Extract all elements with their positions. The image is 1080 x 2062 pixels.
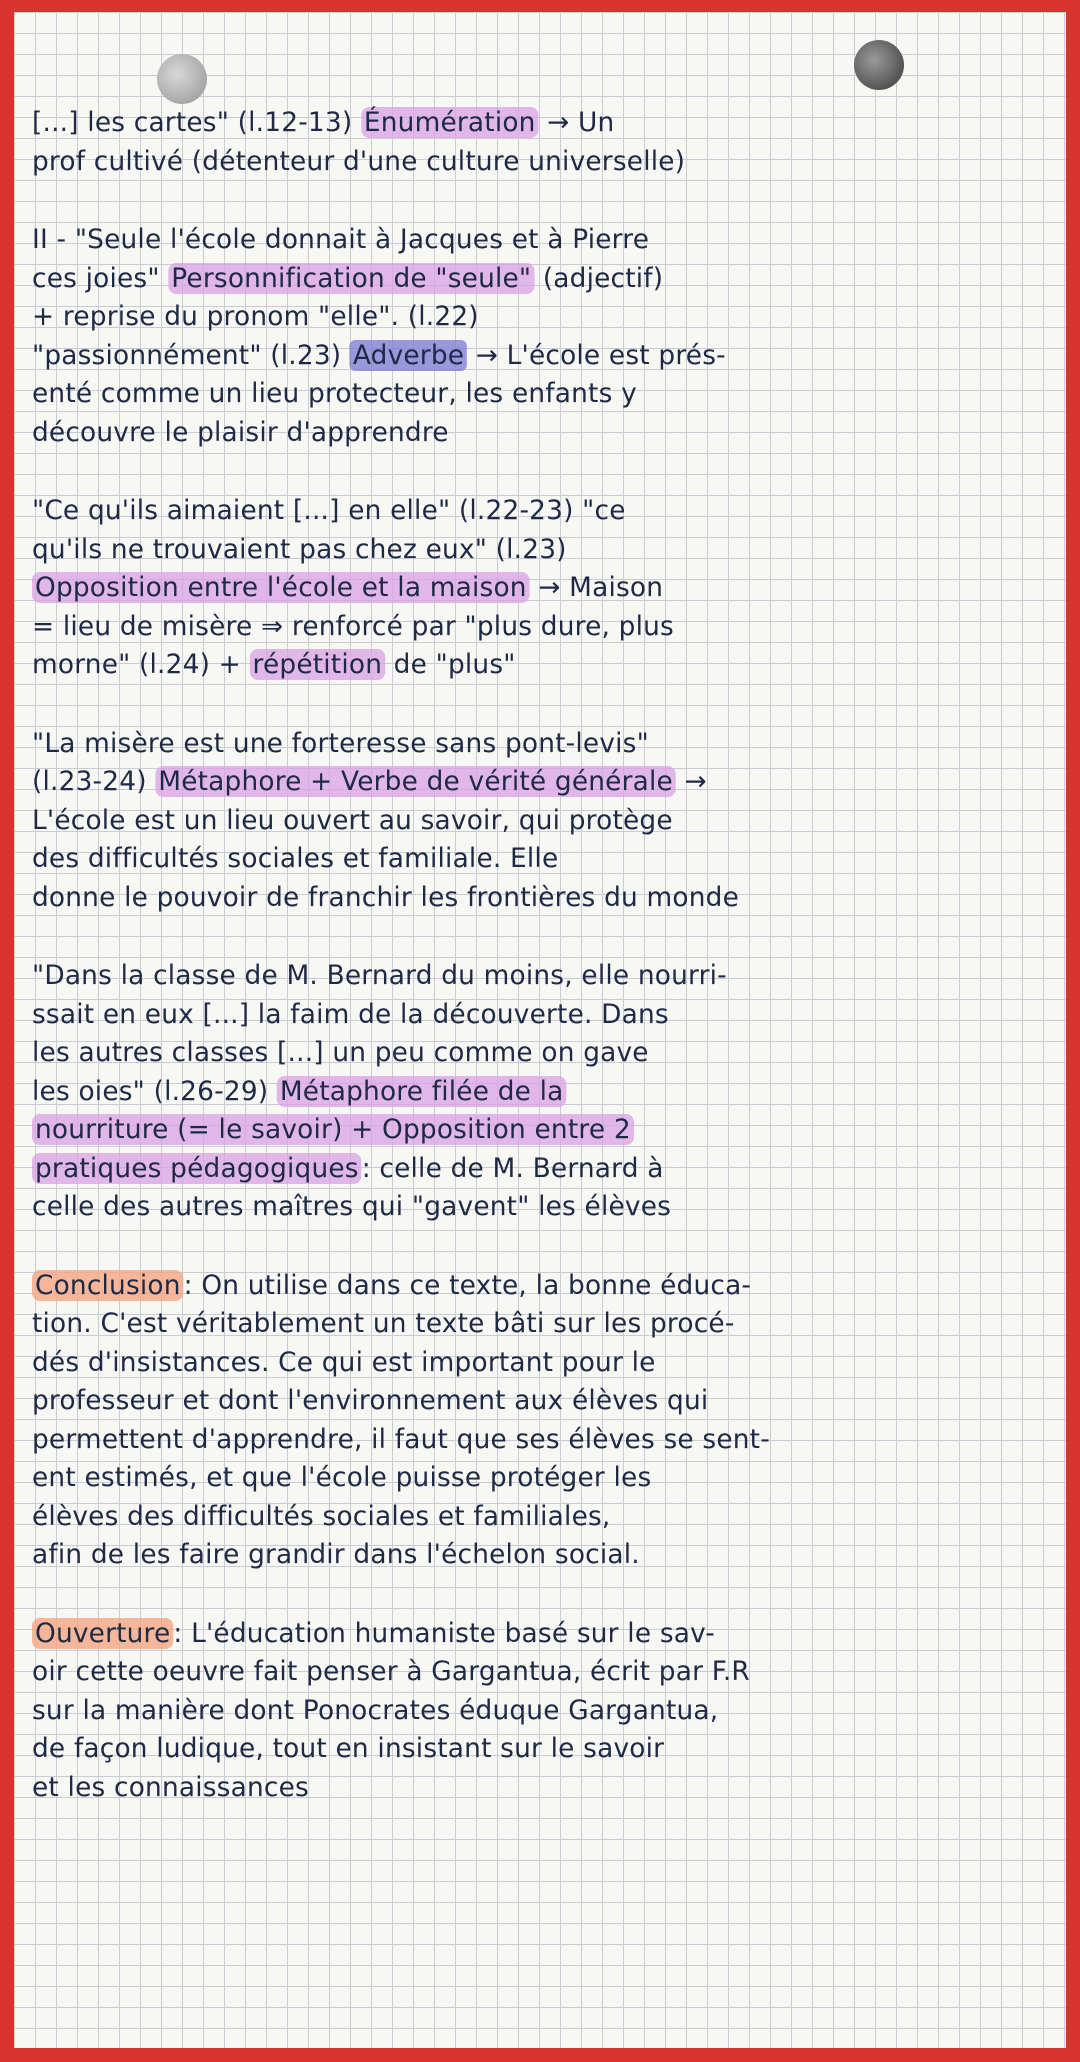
text-line: morne" (l.24) + répétition de "plus" (32, 649, 516, 680)
opposition-paragraph (32, 492, 1052, 685)
ouverture-label: Ouverture (32, 1618, 173, 1649)
conclusion-label: Conclusion (32, 1270, 184, 1301)
text-line: L'école est un lieu ouvert au savoir, qui protège (32, 804, 673, 836)
punch-hole-left (157, 54, 207, 104)
handwritten-notes (32, 104, 1052, 1847)
text-line: oir cette oeuvre fait penser à Gargantua, écrit par F.R (32, 1656, 750, 1687)
bernard-paragraph (32, 957, 1052, 1227)
intro-paragraph (32, 104, 1052, 181)
text-line: Conclusion : On utilise dans ce texte, la bonne éduca- (32, 1267, 1047, 1306)
section-heading-line: II - "Seule l'école donnait à Jacques et à Pierre (32, 224, 650, 255)
text-line: élèves des difficultés sociales et familiales, (32, 1500, 611, 1532)
highlight: Métaphore filée de la (277, 1076, 567, 1107)
highlight: Opposition entre l'école et la maison (32, 572, 530, 603)
text-line: dés d'insistances. Ce qui est important pour le (32, 1346, 656, 1378)
note-card (14, 12, 1066, 2048)
text-line: les autres classes [...] un peu comme on gave (32, 1037, 649, 1068)
text-line: Ouverture : L'éducation humaniste basé sur le sav- (32, 1615, 1047, 1654)
text-line: ssait en eux [...] la faim de la découverte. Dans (32, 998, 669, 1030)
text-line: et les connaissances (32, 1771, 309, 1803)
highlight: Métaphore + Verbe de vérité générale (155, 766, 676, 797)
text-line: qu'ils ne trouvaient pas chez eux" (l.23) (32, 533, 567, 565)
text-line: (l.23-24) Métaphore + Verbe de vérité générale → (32, 766, 707, 797)
text-line: de façon ludique, tout en insistant sur le savoir (32, 1733, 665, 1764)
text-line: pratiques pédagogiques : celle de M. Bernard à (32, 1150, 1047, 1189)
text-line: professeur et dont l'environnement aux élèves qui (32, 1385, 709, 1416)
highlight: Personnification de "seule" (168, 263, 534, 294)
text-line: "Dans la classe de M. Bernard du moins, elle nourri- (32, 960, 727, 991)
highlight: pratiques pédagogiques (32, 1153, 362, 1184)
punch-hole-right (854, 40, 904, 90)
text-line: afin de les faire grandir dans l'échelon social. (32, 1539, 640, 1570)
text-line (32, 1111, 1047, 1150)
text-line: ces joies" Personnification de "seule" (adjectif) (32, 262, 664, 294)
text-line: Opposition entre l'école et la maison → Maison (32, 569, 1047, 608)
highlight-blue: Adverbe (350, 340, 467, 371)
highlight: Énumération (361, 107, 539, 138)
text-line: permettent d'apprendre, il faut que ses élèves se sent- (32, 1423, 770, 1455)
highlight: répétition (250, 649, 386, 680)
text-line: [...] les cartes" (l.12-13) Énumération → Un (32, 107, 615, 138)
text-line: "passionnément" (l.23) Adverbe → L'école est prés- (32, 339, 726, 371)
text-line: "La misère est une forteresse sans pont-levis" (32, 727, 649, 759)
part-2-paragraph (32, 221, 1052, 452)
ouverture-paragraph (32, 1615, 1052, 1808)
text-line: tion. C'est véritablement un texte bâti sur les procé- (32, 1308, 735, 1339)
text-line: = lieu de misère ⇒ renforcé par "plus dure, plus (32, 610, 674, 642)
text-line: des difficultés sociales et familiale. Elle (32, 843, 559, 874)
text-line: "Ce qu'ils aimaient [...] en elle" (l.22-23) "ce (32, 495, 626, 526)
text-line: ent estimés, et que l'école puisse protéger les (32, 1462, 652, 1493)
conclusion-paragraph (32, 1267, 1052, 1575)
text-line: les oies" (l.26-29) Métaphore filée de la (32, 1073, 1047, 1112)
text-line: prof cultivé (détenteur d'une culture universelle) (32, 145, 686, 177)
text-line: + reprise du pronom "elle". (l.22) (32, 301, 479, 332)
text-line: découvre le plaisir d'apprendre (32, 416, 449, 448)
text-line: donne le pouvoir de franchir les frontières du monde (32, 881, 739, 913)
highlight: nourriture (= le savoir) + Opposition entre 2 (32, 1114, 634, 1145)
text-line: enté comme un lieu protecteur, les enfants y (32, 378, 637, 409)
text-line: celle des autres maîtres qui "gavent" les élèves (32, 1191, 672, 1222)
text-line: sur la manière dont Ponocrates éduque Gargantua, (32, 1694, 719, 1726)
metaphor-paragraph (32, 725, 1052, 918)
